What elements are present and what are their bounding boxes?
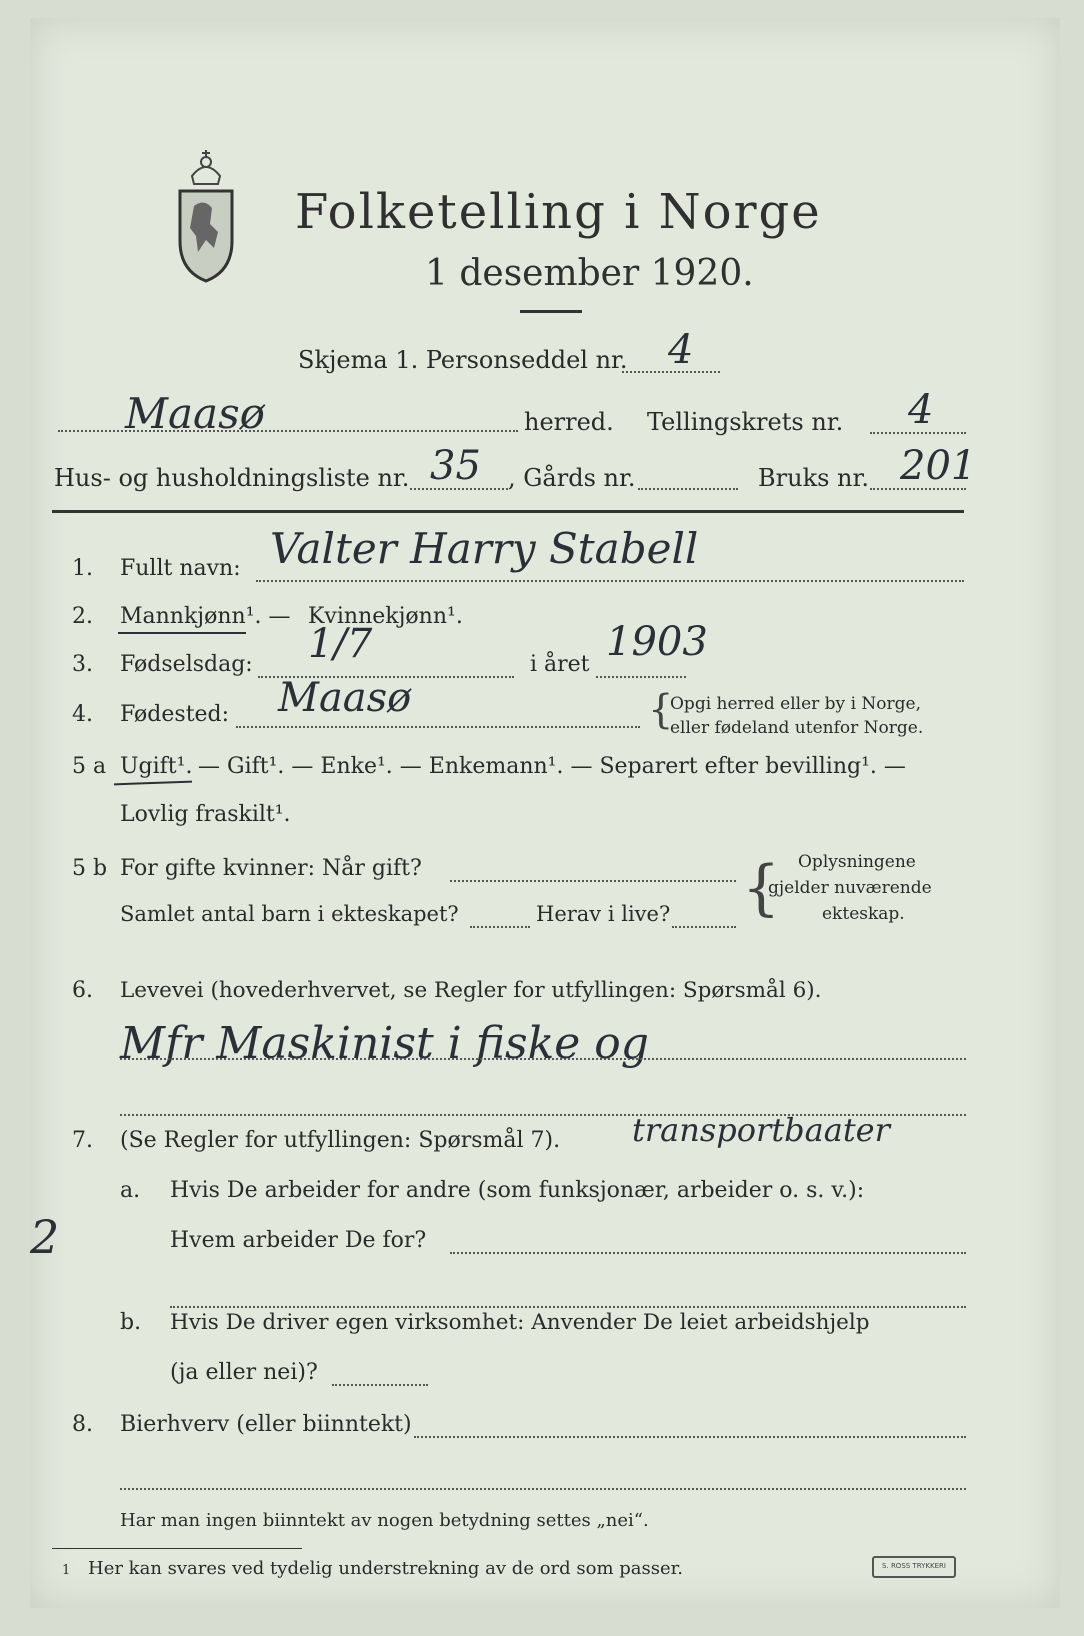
q7b-line2: (ja eller nei)? (170, 1360, 318, 1385)
q4-number: 4. (72, 702, 93, 727)
husliste-label: Hus- og husholdningsliste nr. (54, 464, 410, 492)
q6-label: Levevei (hovederhvervet, se Regler for utfyllingen: Spørsmål 6). (120, 978, 822, 1003)
q8-label: Bierhverv (eller biinntekt) (120, 1412, 412, 1437)
q7b-line1: Hvis De driver egen virksomhet: Anvender De leiet arbeidshjelp (170, 1310, 870, 1335)
q6-number: 6. (72, 978, 93, 1003)
q2-kvinnekjonn-option: Kvinnekjønn¹. (308, 604, 463, 629)
q5b-barn-label: Samlet antal barn i ekteskapet? (120, 902, 459, 926)
q5b-number: 5 b (72, 856, 108, 881)
q4-label: Fødested: (120, 702, 230, 727)
q8-answer-line1 (414, 1436, 966, 1438)
q7a-answer-line1 (450, 1252, 966, 1254)
q5a-fraskilt-option: Lovlig fraskilt¹. (120, 802, 291, 827)
q5b-i-live-line (672, 926, 736, 928)
q3-year-value: 1903 (606, 619, 708, 665)
q5a-ugift-underline (114, 781, 192, 786)
q1-full-name-value: Valter Harry Stabell (270, 524, 699, 573)
form-date: 1 desember 1920. (425, 253, 754, 294)
personseddel-nr-value: 4 (668, 327, 694, 373)
q7b-answer-line (332, 1384, 428, 1386)
q3-number: 3. (72, 652, 93, 677)
husliste-nr-value: 35 (430, 443, 481, 489)
q7a-line2: Hvem arbeider De for? (170, 1228, 427, 1253)
coat-of-arms-icon (170, 136, 242, 286)
q4-brace: { (648, 687, 674, 733)
footnote-divider (52, 1548, 302, 1549)
q5a-other-options: — Gift¹. — Enke¹. — Enkemann¹. — Separert efter bevilling¹. — (198, 754, 906, 779)
q7b-letter: b. (120, 1310, 142, 1335)
q3-birthday-value: 1/7 (308, 621, 373, 667)
gards-label: , Gårds nr. (508, 464, 636, 492)
q5b-i-live-label: Herav i live? (536, 902, 671, 926)
q5b-note-line1: Oplysningene (798, 852, 916, 872)
title-divider (520, 310, 582, 313)
printer-stamp-text: S. ROSS TRYKKERI (882, 1562, 946, 1570)
q1-label: Fullt navn: (120, 556, 241, 581)
q5b-naar-gift-line (450, 880, 736, 882)
q1-number: 1. (72, 556, 93, 581)
q3-year-label: i året (530, 652, 590, 677)
q7a-answer-line2 (170, 1306, 966, 1308)
q4-note-line1: Opgi herred eller by i Norge, (670, 694, 921, 714)
skjema-label: Skjema 1. Personseddel nr. (298, 346, 628, 374)
q5b-note-line2: gjelder nuværende (768, 878, 932, 898)
q5b-note-line3: ekteskap. (822, 904, 905, 924)
form-title: Folketelling i Norge (295, 184, 822, 240)
q7-label: (Se Regler for utfyllingen: Spørsmål 7). (120, 1128, 561, 1153)
q5a-number: 5 a (72, 754, 107, 779)
q4-note-line2: eller fødeland utenfor Norge. (670, 718, 924, 738)
q5b-brace: { (742, 853, 781, 923)
q7-value: transportbaater (632, 1111, 890, 1149)
printer-stamp (872, 1556, 956, 1578)
q4-line (236, 726, 640, 728)
q3-label: Fødselsdag: (120, 652, 253, 677)
q6-occupation-value: Mfr Maskinist i fiske og (120, 1018, 649, 1069)
q5b-naar-gift-label: For gifte kvinner: Når gift? (120, 856, 422, 881)
bruks-nr-value: 201 (900, 443, 977, 489)
q1-line (256, 580, 964, 582)
herred-value: Maasø (125, 389, 265, 438)
q7-number: 7. (72, 1128, 93, 1153)
tellingskrets-label: Tellingskrets nr. (647, 408, 844, 436)
q4-birthplace-value: Maasø (278, 675, 412, 721)
q3-year-line (596, 676, 686, 678)
header-divider (52, 510, 964, 513)
q8-number: 8. (72, 1412, 93, 1437)
herred-label: herred. (524, 408, 614, 436)
bruks-label: Bruks nr. (758, 464, 869, 492)
footnote-text: Her kan svares ved tydelig understrekning av de ord som passer. (88, 1558, 683, 1579)
q2-mannkjonn-underline (118, 632, 246, 634)
q5b-barn-line (470, 926, 530, 928)
note-nei: Har man ingen biinntekt av nogen betydning settes „nei“. (120, 1510, 649, 1531)
q6-line1 (120, 1058, 966, 1060)
q7a-line1: Hvis De arbeider for andre (som funksjonær, arbeider o. s. v.): (170, 1178, 865, 1203)
gards-line (638, 488, 738, 490)
census-form (30, 18, 1060, 1608)
q5a-ugift-option: Ugift¹. (120, 754, 193, 779)
q2-number: 2. (72, 604, 93, 629)
q7a-letter: a. (120, 1178, 141, 1203)
tellingskrets-nr-value: 4 (908, 387, 934, 433)
footnote-number: 1 (62, 1563, 71, 1578)
q8-answer-line2 (120, 1488, 966, 1490)
q2-mannkjonn-option: Mannkjønn¹. — (120, 604, 291, 629)
margin-mark: 2 (30, 1210, 60, 1264)
